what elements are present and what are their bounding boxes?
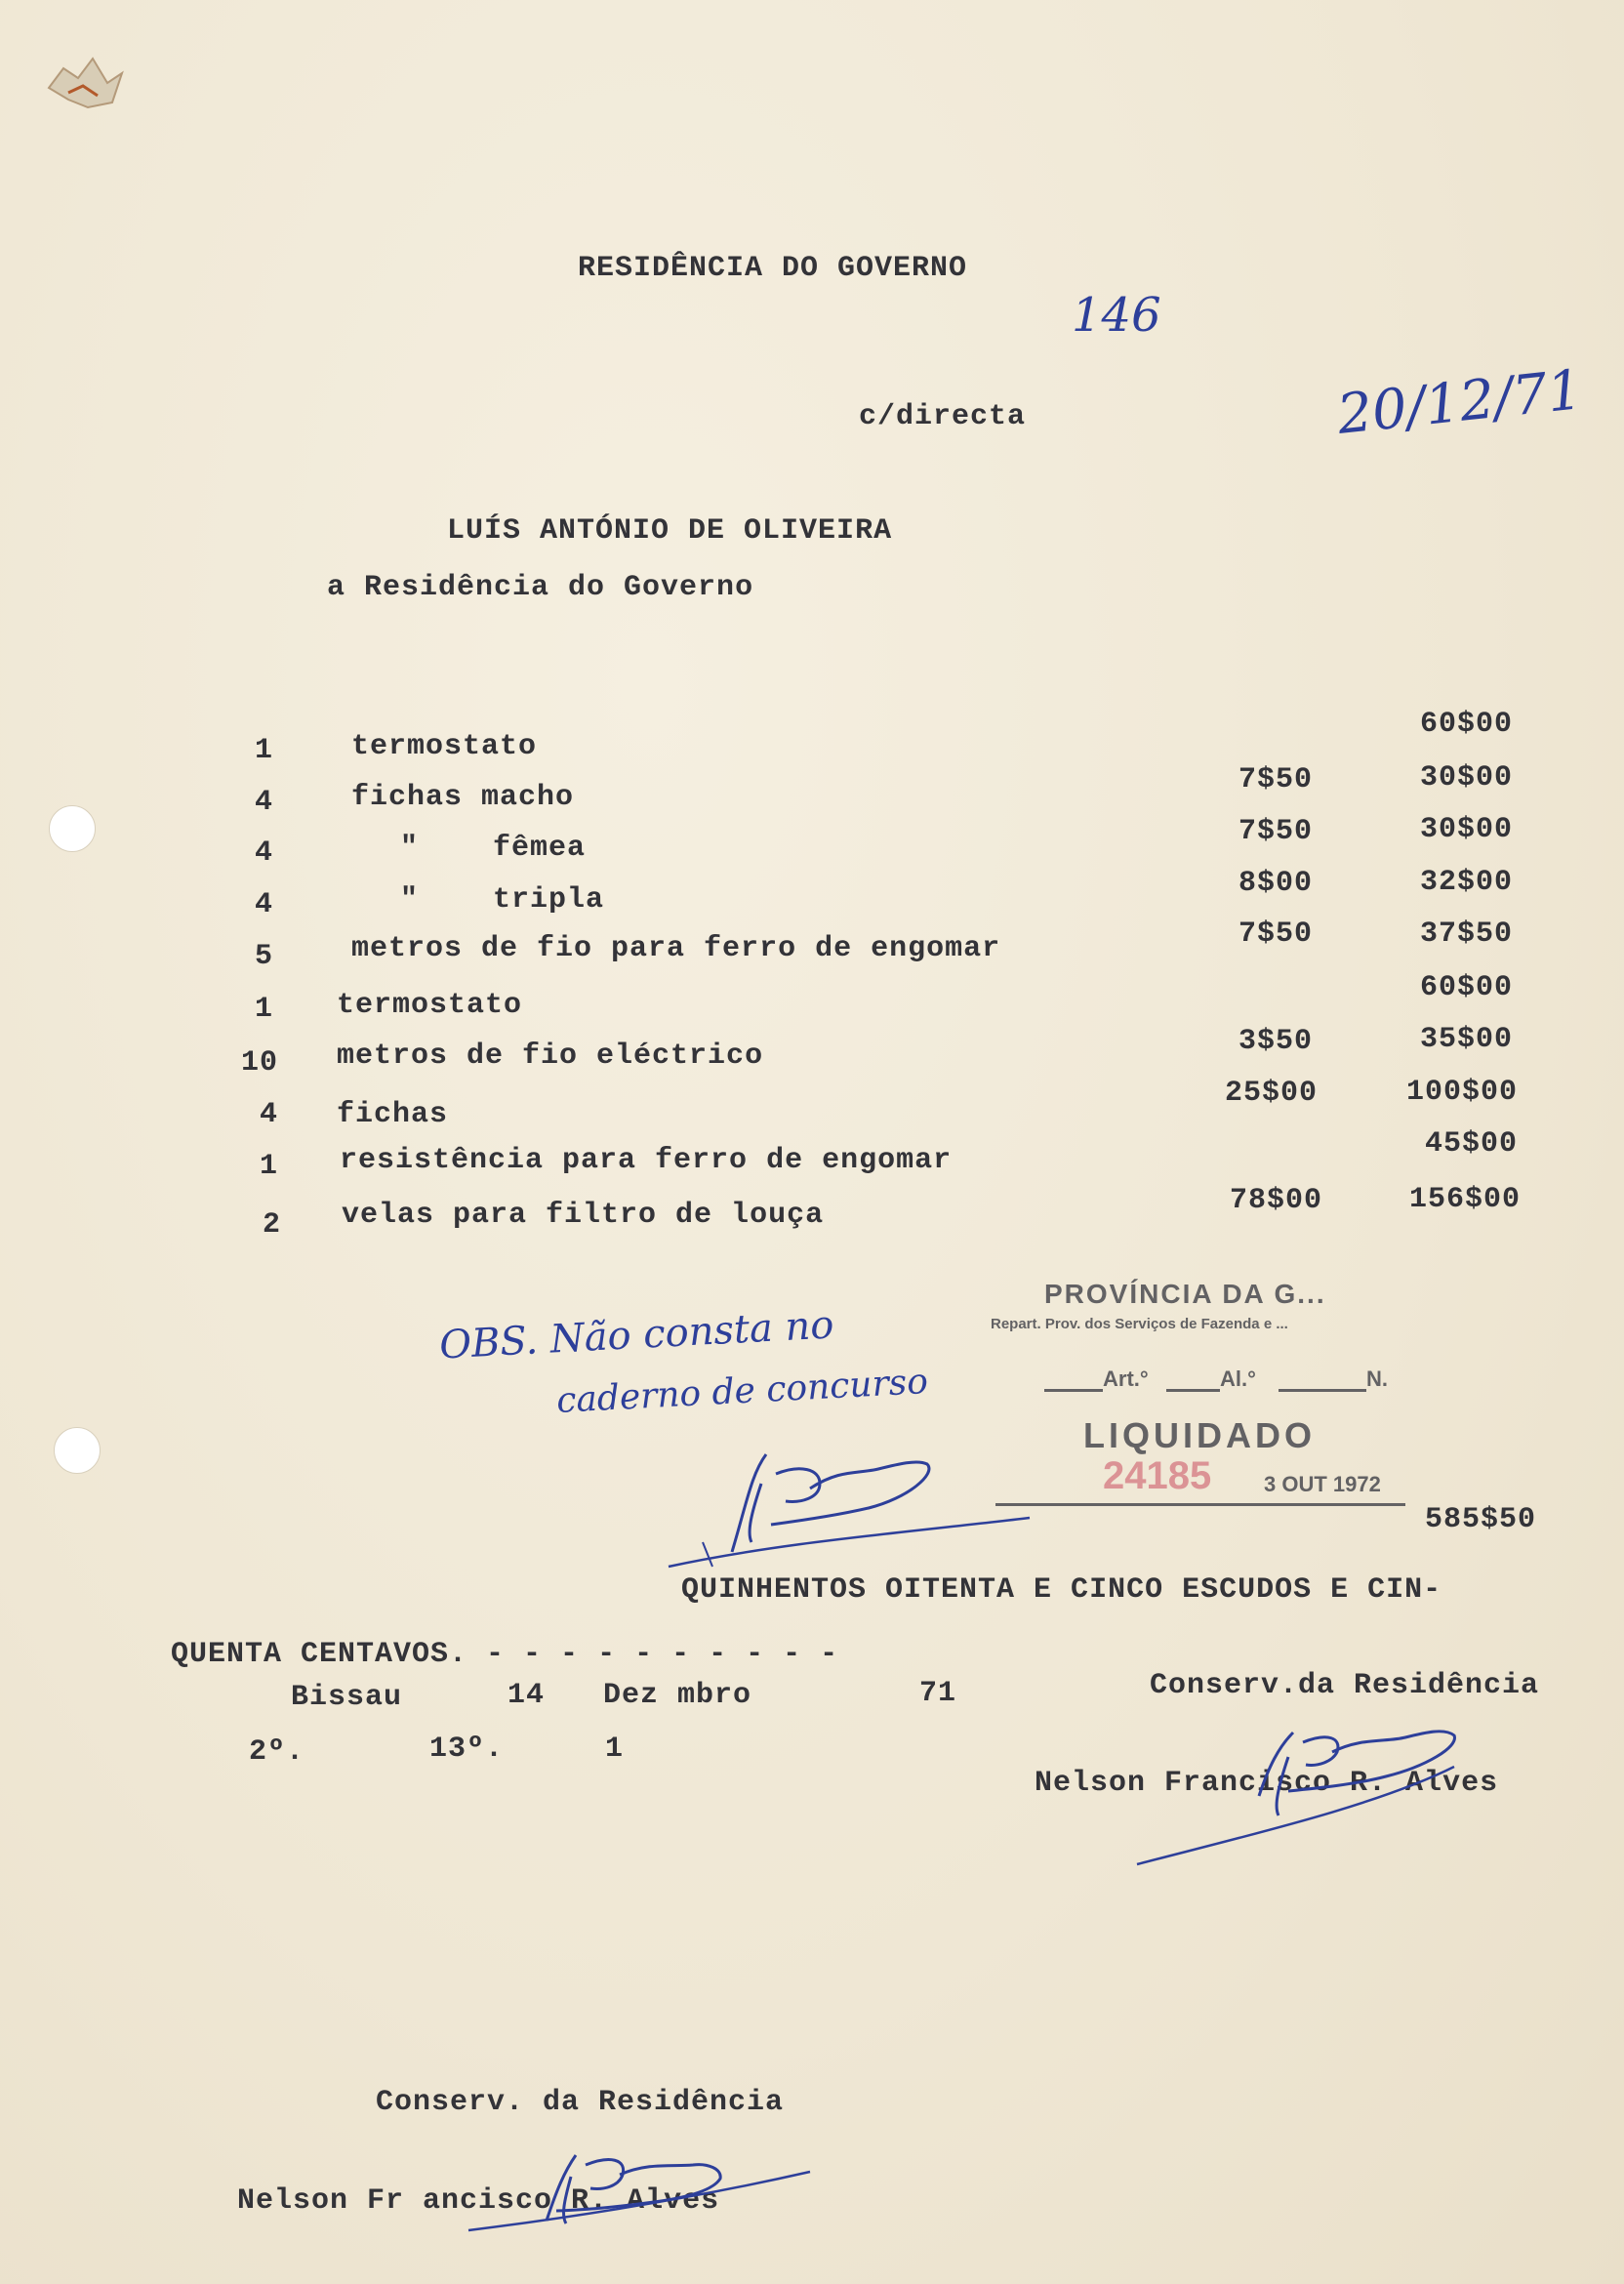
item-description: termostato (337, 989, 523, 1022)
item-qty: 5 (254, 940, 273, 973)
liquidation-stamp (986, 1269, 1415, 1542)
day: 14 (508, 1679, 546, 1712)
item-description: velas para filtro de louça (342, 1199, 825, 1232)
item-qty: 1 (259, 1150, 278, 1183)
item-qty: 4 (259, 1098, 278, 1131)
item-unit-price: 7$50 (1238, 815, 1313, 848)
reference-a: 2º. (249, 1735, 305, 1769)
items-first-total: 60$00 (1419, 708, 1513, 741)
handwritten-observation-line2: caderno de concurso (555, 1362, 929, 1421)
stamp-status: LIQUIDADO (1083, 1415, 1316, 1455)
item-unit-price: 3$50 (1238, 1025, 1313, 1058)
item-description: " tripla (400, 883, 605, 917)
punch-hole-bottom (54, 1427, 101, 1474)
stamp-service: Repart. Prov. dos Serviços de Fazenda e ... (991, 1316, 1288, 1332)
supplier-name: LUÍS ANTÓNIO DE OLIVEIRA (447, 514, 893, 548)
item-total: 32$00 (1419, 866, 1513, 899)
amount-in-words-line1: QUINHENTOS OITENTA E CINCO ESCUDOS E CIN- (681, 1573, 1442, 1607)
signatory-role-2: Conserv. da Residência (376, 2086, 785, 2119)
stamp-art-blank (1044, 1389, 1103, 1392)
signatory-name-1: Nelson Francisco R. Alves (1035, 1767, 1499, 1800)
item-total: 156$00 (1408, 1183, 1521, 1216)
item-qty: 4 (254, 836, 273, 870)
month: Dez mbro (603, 1679, 752, 1712)
punch-hole-top (49, 805, 96, 852)
item-total: 35$00 (1419, 1023, 1513, 1056)
stamp-number: 24185 (1103, 1454, 1212, 1497)
stamp-n-blank (1279, 1389, 1366, 1392)
year: 71 (919, 1677, 957, 1710)
signatory-name-2: Nelson Fr ancisco R. Alves (237, 2184, 720, 2218)
item-unit-price: 25$00 (1224, 1077, 1318, 1110)
reference-b: 13º. (429, 1733, 505, 1766)
stamp-al-blank (1166, 1389, 1220, 1392)
stamp-rule (995, 1503, 1405, 1506)
item-qty: 4 (254, 786, 273, 819)
handwritten-doc-number: 146 (1072, 288, 1161, 343)
item-description: metros de fio eléctrico (337, 1040, 764, 1073)
stamp-date: 3 OUT 1972 (1264, 1472, 1381, 1496)
stamp-art-label: Art.° (1103, 1366, 1149, 1391)
item-description: resistência para ferro de engomar (340, 1144, 953, 1177)
item-total: 60$00 (1419, 971, 1513, 1004)
item-description: fichas (337, 1098, 449, 1131)
place: Bissau (291, 1681, 403, 1714)
stamp-al-label: Al.° (1220, 1366, 1256, 1391)
item-total: 100$00 (1405, 1076, 1518, 1109)
signature-scribble-2 (1132, 1698, 1503, 1874)
item-description: metros de fio para ferro de engomar (351, 932, 1001, 965)
payment-type: c/directa (859, 400, 1027, 433)
item-unit-price: 7$50 (1238, 763, 1313, 796)
stamp-n-label: N. (1366, 1366, 1388, 1391)
item-qty: 10 (240, 1046, 278, 1080)
signature-scribble-3 (410, 2128, 820, 2235)
item-total: 30$00 (1419, 813, 1513, 846)
amount-in-words-line2: QUENTA CENTAVOS. - - - - - - - - - - (171, 1638, 839, 1671)
item-description: fichas macho (351, 781, 575, 814)
reference-c: 1 (605, 1733, 625, 1766)
recipient-line: a Residência do Governo (327, 571, 754, 604)
item-total: 37$50 (1419, 918, 1513, 951)
item-qty: 1 (254, 734, 273, 767)
item-total: 30$00 (1419, 761, 1513, 795)
item-unit-price: 8$00 (1238, 867, 1313, 900)
item-qty: 2 (262, 1208, 281, 1242)
signatory-role-1: Conserv.da Residência (1150, 1669, 1540, 1702)
document-title: RESIDÊNCIA DO GOVERNO (578, 252, 968, 285)
item-qty: 1 (254, 993, 273, 1026)
grand-total: 585$50 (1425, 1503, 1537, 1536)
item-unit-price: 78$00 (1229, 1184, 1322, 1217)
signature-underline-1 (664, 1513, 1035, 1571)
item-total: 45$00 (1424, 1127, 1518, 1161)
stamp-province: PROVÍNCIA DA G... (1044, 1279, 1326, 1309)
handwritten-date: 20/12/71 (1334, 358, 1586, 447)
item-unit-price: 7$50 (1238, 918, 1313, 951)
torn-corner-mark (39, 49, 127, 117)
item-description: termostato (351, 730, 538, 763)
item-qty: 4 (254, 888, 273, 921)
handwritten-observation-line1: OBS. Não consta no (438, 1302, 835, 1368)
item-description: " fêmea (400, 832, 587, 865)
